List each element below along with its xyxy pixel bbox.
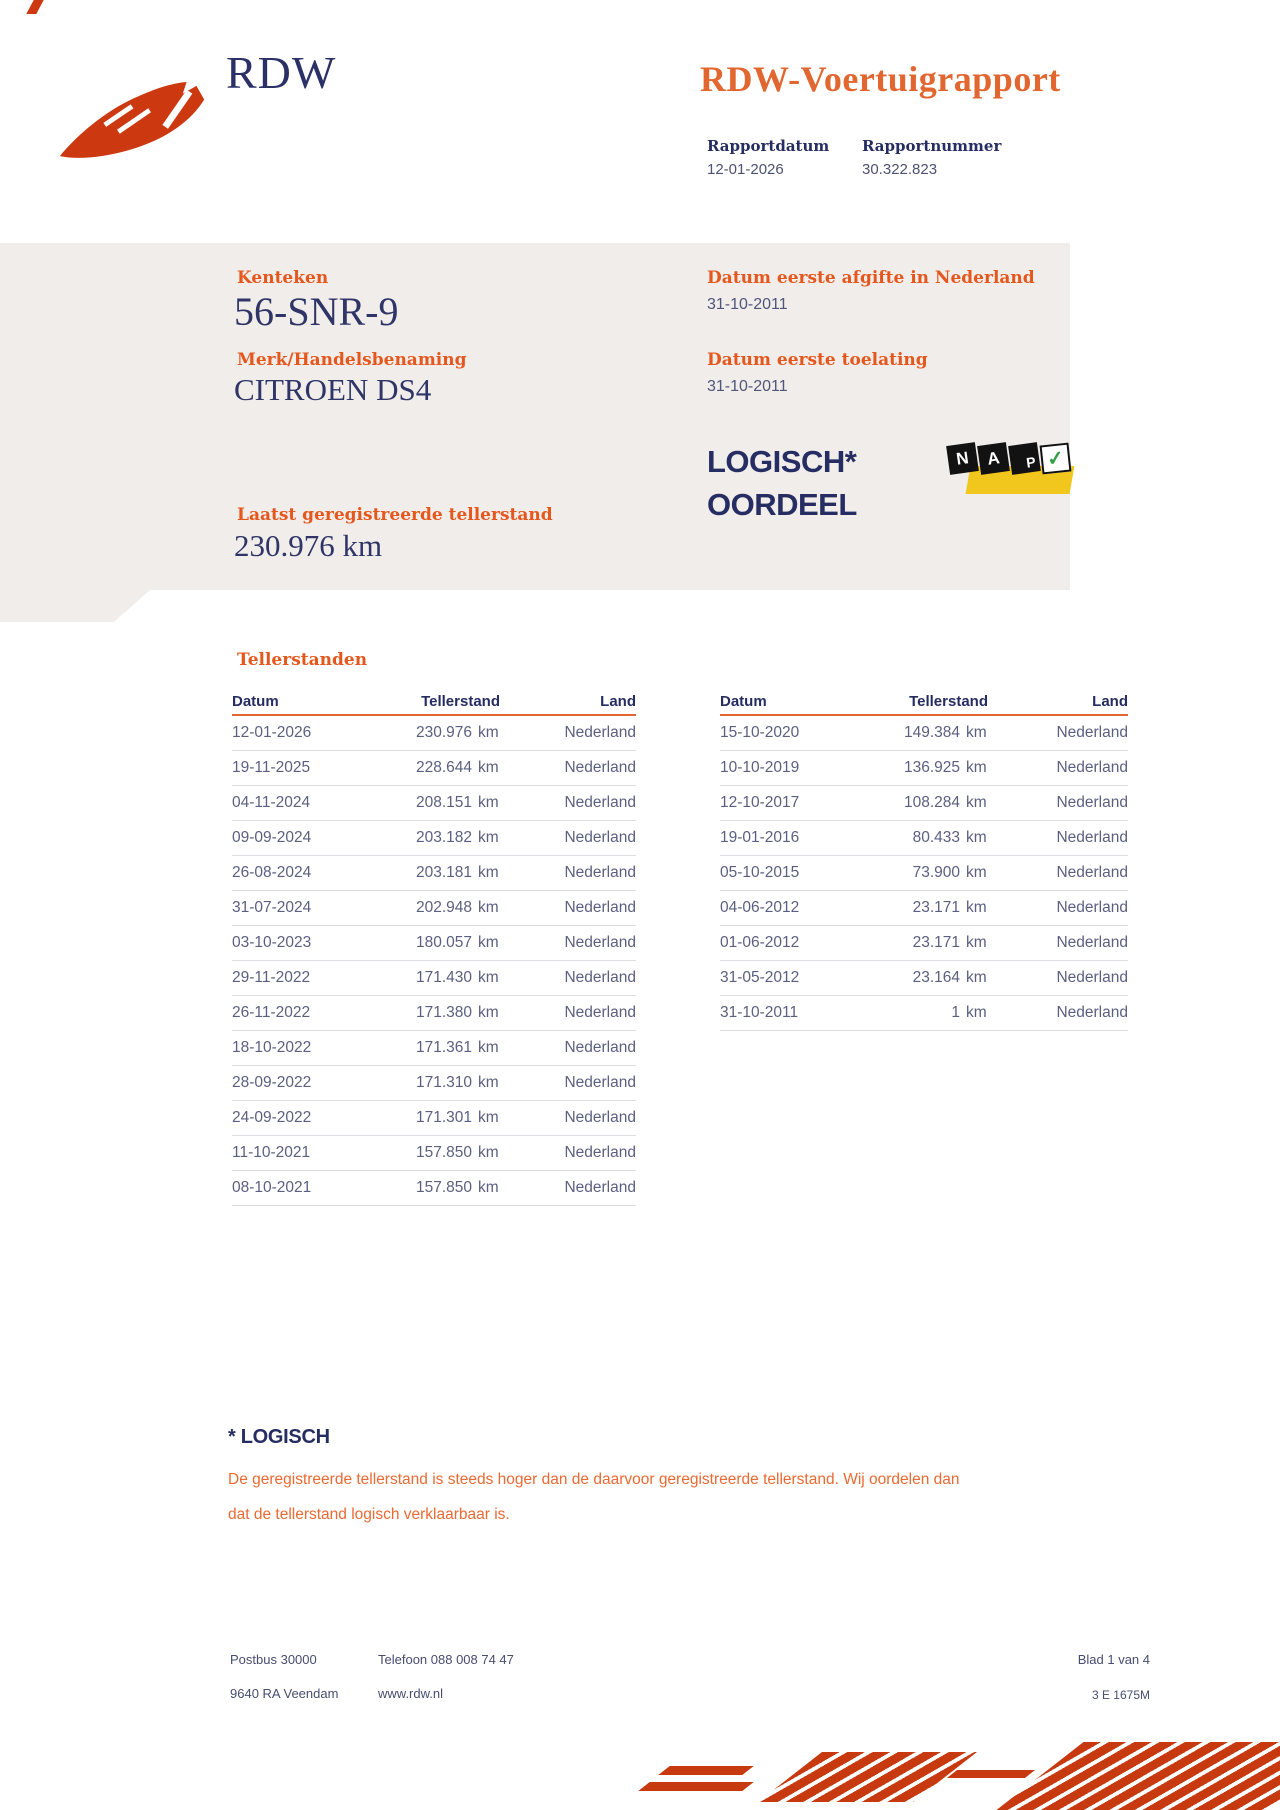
row-odometer-unit: km	[478, 1004, 499, 1021]
row-date: 31-07-2024	[232, 899, 312, 916]
row-odometer-value: 149.384	[903, 724, 960, 741]
report-date-label: Rapportdatum	[707, 137, 830, 155]
vehicle-summary-panel-tab	[0, 590, 150, 622]
footer-address-line2: 9640 RA Veendam	[230, 1686, 339, 1701]
table-row	[232, 716, 636, 751]
row-odometer-value: 23.171	[912, 934, 960, 951]
row-odometer-value: 228.644	[415, 759, 472, 776]
table-row	[232, 751, 636, 786]
row-date: 18-10-2022	[232, 1039, 312, 1056]
logisch-note-line2: dat de tellerstand logisch verklaarbaar is.	[228, 1506, 510, 1523]
row-date: 12-01-2026	[232, 724, 312, 741]
row-odometer-value: 171.380	[415, 1004, 472, 1021]
row-date: 01-06-2012	[720, 934, 800, 951]
rdw-logo-wordmark: RDW	[226, 47, 337, 98]
row-date: 11-10-2021	[232, 1144, 311, 1161]
row-country: Nederland	[1056, 794, 1128, 811]
row-date: 12-10-2017	[720, 794, 800, 811]
row-date: 28-09-2022	[232, 1074, 312, 1091]
row-odometer-unit: km	[966, 864, 987, 881]
footer-website: www.rdw.nl	[378, 1686, 444, 1701]
row-date: 04-11-2024	[232, 794, 311, 811]
eerste-toelating-value: 31-10-2011	[707, 378, 788, 395]
row-odometer-unit: km	[478, 1074, 499, 1091]
row-odometer-value: 80.433	[912, 829, 960, 846]
row-date: 26-08-2024	[232, 864, 312, 881]
row-odometer-value: 202.948	[415, 899, 472, 916]
row-odometer-value: 203.182	[415, 829, 472, 846]
report-number-value: 30.322.823	[862, 161, 938, 178]
row-date: 03-10-2023	[232, 934, 312, 951]
table-row	[232, 786, 636, 821]
row-odometer-unit: km	[478, 1144, 499, 1161]
row-country: Nederland	[564, 759, 636, 776]
column-header-tellerstand: Tellerstand	[421, 693, 500, 710]
row-country: Nederland	[564, 829, 636, 846]
row-odometer-unit: km	[966, 724, 987, 741]
table-row	[232, 996, 636, 1031]
column-header-datum: Datum	[232, 693, 279, 710]
wing-stripe	[947, 1770, 1035, 1778]
table-row	[232, 821, 636, 856]
table-row	[720, 891, 1128, 926]
nap-letter-a: A	[977, 442, 1010, 475]
logisch-note-heading: * LOGISCH	[228, 1426, 330, 1448]
row-odometer-unit: km	[966, 899, 987, 916]
kenteken-label: Kenteken	[237, 268, 329, 288]
corner-tick-decoration	[26, 0, 43, 14]
tellerstanden-table-right	[720, 684, 1128, 1031]
tellerstanden-table-left	[232, 684, 636, 1206]
wing-block	[758, 1752, 977, 1802]
row-odometer-unit: km	[478, 864, 499, 881]
footer-form-code: 3 E 1675M	[1091, 1688, 1150, 1702]
row-odometer-value: 171.430	[415, 969, 472, 986]
page-title: RDW-Voertuigrapport	[700, 59, 1061, 99]
footer-phone: Telefoon 088 008 74 47	[378, 1652, 514, 1667]
row-odometer-unit: km	[478, 1179, 499, 1196]
merk-label: Merk/Handelsbenaming	[237, 350, 467, 370]
row-odometer-value: 157.850	[415, 1179, 472, 1196]
vehicle-summary-panel	[0, 243, 1070, 590]
table-row	[232, 856, 636, 891]
nap-letter-p: P	[1008, 442, 1041, 475]
row-odometer-unit: km	[478, 794, 499, 811]
row-country: Nederland	[1056, 724, 1128, 741]
report-date-value: 12-01-2026	[707, 161, 784, 178]
row-odometer-unit: km	[478, 829, 499, 846]
nap-logo	[948, 440, 1074, 498]
column-header-land: Land	[1092, 693, 1128, 710]
row-odometer-value: 23.171	[912, 899, 960, 916]
eerste-toelating-label: Datum eerste toelating	[707, 350, 928, 370]
row-odometer-value: 180.057	[415, 934, 472, 951]
report-number-label: Rapportnummer	[862, 137, 1002, 155]
row-date: 09-09-2024	[232, 829, 312, 846]
table-row	[232, 1031, 636, 1066]
column-header-tellerstand: Tellerstand	[909, 693, 988, 710]
row-country: Nederland	[1056, 864, 1128, 881]
row-odometer-value: 108.284	[903, 794, 960, 811]
row-country: Nederland	[564, 724, 636, 741]
row-odometer-value: 171.301	[415, 1109, 472, 1126]
row-odometer-value: 171.310	[415, 1074, 472, 1091]
rdw-feather-logo-icon	[56, 74, 212, 166]
row-odometer-unit: km	[966, 1004, 987, 1021]
row-country: Nederland	[564, 1039, 636, 1056]
row-odometer-value: 157.850	[415, 1144, 472, 1161]
footer-address-line1: Postbus 30000	[230, 1652, 317, 1667]
row-country: Nederland	[1056, 759, 1128, 776]
row-odometer-value: 73.900	[912, 864, 960, 881]
row-odometer-unit: km	[478, 759, 499, 776]
row-country: Nederland	[564, 1004, 636, 1021]
row-odometer-value: 203.181	[415, 864, 472, 881]
row-odometer-unit: km	[478, 1039, 499, 1056]
row-date: 29-11-2022	[232, 969, 311, 986]
row-date: 15-10-2020	[720, 724, 800, 741]
row-date: 08-10-2021	[232, 1179, 312, 1196]
row-odometer-unit: km	[966, 934, 987, 951]
row-country: Nederland	[564, 1074, 636, 1091]
row-date: 31-10-2011	[720, 1004, 799, 1021]
table-row	[720, 996, 1128, 1031]
row-date: 26-11-2022	[232, 1004, 311, 1021]
eerste-afgifte-value: 31-10-2011	[707, 296, 788, 313]
row-country: Nederland	[1056, 829, 1128, 846]
row-country: Nederland	[564, 794, 636, 811]
row-country: Nederland	[564, 899, 636, 916]
row-date: 19-01-2016	[720, 829, 800, 846]
footer-page-indicator: Blad 1 van 4	[1077, 1652, 1150, 1667]
row-country: Nederland	[1056, 899, 1128, 916]
row-country: Nederland	[564, 1109, 636, 1126]
row-odometer-unit: km	[478, 724, 499, 741]
oordeel-line1: LOGISCH*	[707, 444, 857, 479]
oordeel-text	[707, 440, 857, 526]
row-odometer-unit: km	[966, 794, 987, 811]
merk-value: CITROEN DS4	[234, 372, 432, 407]
wing-block	[996, 1742, 1280, 1810]
tellerstanden-heading: Tellerstanden	[237, 650, 368, 670]
row-odometer-unit: km	[478, 899, 499, 916]
row-odometer-value: 1	[951, 1004, 960, 1021]
oordeel-line2: OORDEEL	[707, 487, 857, 522]
row-odometer-unit: km	[478, 969, 499, 986]
logisch-note-body	[228, 1462, 1168, 1532]
row-country: Nederland	[564, 969, 636, 986]
table-row	[232, 926, 636, 961]
wing-stripe	[638, 1782, 754, 1791]
row-date: 04-06-2012	[720, 899, 800, 916]
kenteken-value: 56-SNR-9	[234, 289, 399, 334]
row-odometer-unit: km	[478, 934, 499, 951]
column-header-datum: Datum	[720, 693, 767, 710]
row-odometer-value: 171.361	[415, 1039, 472, 1056]
wing-stripe	[658, 1766, 754, 1775]
row-date: 10-10-2019	[720, 759, 800, 776]
row-date: 05-10-2015	[720, 864, 800, 881]
row-country: Nederland	[564, 1179, 636, 1196]
logisch-note-line1: De geregistreerde tellerstand is steeds hoger dan de daarvoor geregistreerde tellerstand. Wij oordelen dan	[228, 1471, 960, 1488]
eerste-afgifte-label: Datum eerste afgifte in Nederland	[707, 268, 1035, 288]
table-row	[720, 716, 1128, 751]
table-row	[232, 891, 636, 926]
table-row	[720, 961, 1128, 996]
table-row	[720, 821, 1128, 856]
row-country: Nederland	[564, 1144, 636, 1161]
column-header-land: Land	[600, 693, 636, 710]
laatste-tellerstand-label: Laatst geregistreerde tellerstand	[237, 505, 553, 525]
row-country: Nederland	[1056, 969, 1128, 986]
table-row	[720, 751, 1128, 786]
table-row	[232, 961, 636, 996]
row-country: Nederland	[564, 934, 636, 951]
table-row	[232, 1066, 636, 1101]
row-odometer-value: 23.164	[912, 969, 960, 986]
row-odometer-value: 208.151	[415, 794, 472, 811]
table-header-row	[232, 684, 636, 716]
table-row	[720, 786, 1128, 821]
nap-letter-n: N	[946, 442, 979, 475]
row-date: 24-09-2022	[232, 1109, 312, 1126]
table-row	[720, 926, 1128, 961]
row-country: Nederland	[564, 864, 636, 881]
laatste-tellerstand-value: 230.976 km	[234, 528, 383, 563]
row-odometer-value: 136.925	[903, 759, 960, 776]
nap-checkmark-icon: ✓	[1040, 443, 1072, 475]
table-header-row	[720, 684, 1128, 716]
row-country: Nederland	[1056, 1004, 1128, 1021]
row-country: Nederland	[1056, 934, 1128, 951]
table-row	[720, 856, 1128, 891]
row-odometer-unit: km	[966, 759, 987, 776]
row-odometer-unit: km	[478, 1109, 499, 1126]
table-row	[232, 1171, 636, 1206]
table-row	[232, 1101, 636, 1136]
row-odometer-unit: km	[966, 829, 987, 846]
row-date: 31-05-2012	[720, 969, 800, 986]
rdw-wing-decoration	[620, 1740, 1280, 1810]
table-row	[232, 1136, 636, 1171]
row-date: 19-11-2025	[232, 759, 311, 776]
row-odometer-unit: km	[966, 969, 987, 986]
row-odometer-value: 230.976	[415, 724, 472, 741]
